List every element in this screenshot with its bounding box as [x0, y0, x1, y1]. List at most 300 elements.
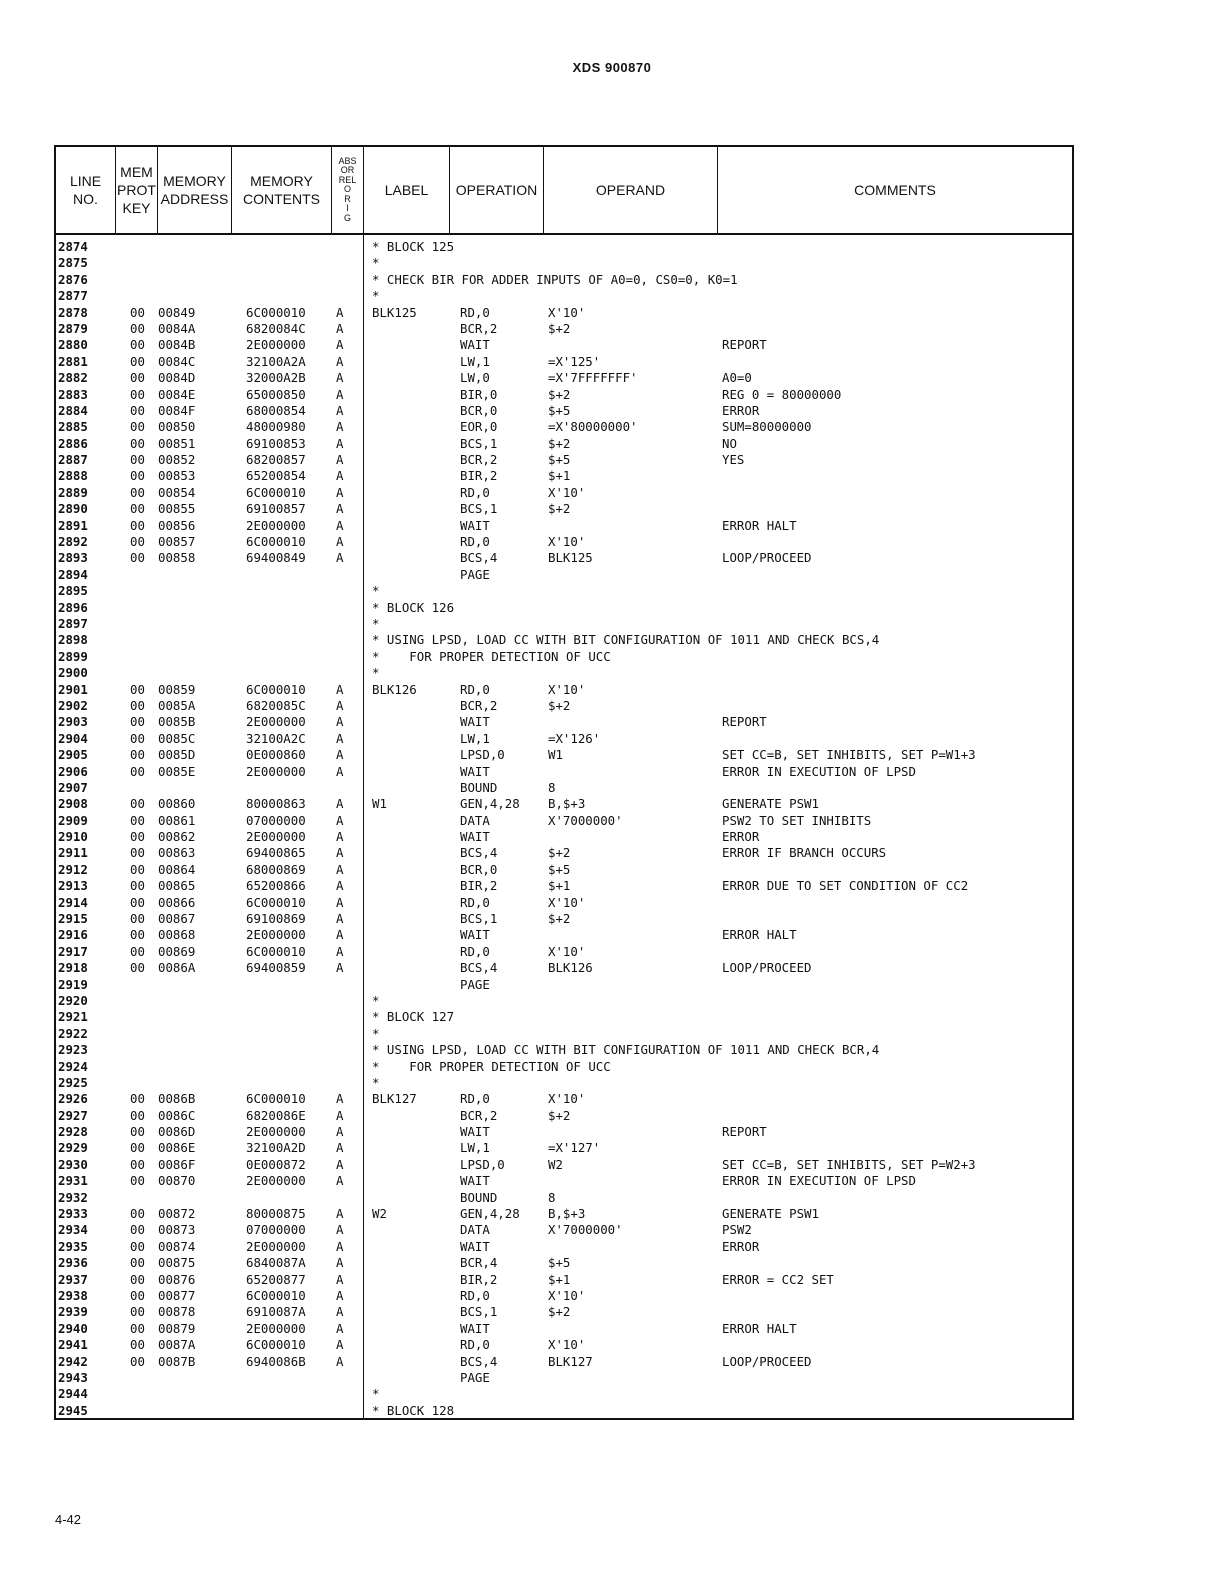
table-row [56, 1370, 1072, 1386]
operation: BIR,2 [460, 468, 498, 484]
operand: X'10' [548, 1288, 586, 1303]
abs-rel-flag: A [336, 337, 344, 353]
abs-rel-flag: A [336, 1353, 344, 1369]
mem-prot-key: 00 [130, 1156, 145, 1172]
mem-prot-key: 00 [130, 812, 145, 828]
operand: 8 [548, 779, 556, 795]
abs-rel-flag: A [336, 812, 344, 828]
comment: YES [722, 452, 745, 468]
listing-rows [56, 239, 1072, 1419]
header-memory-contents: MEMORY CONTENTS [232, 147, 332, 233]
operation: RD,0 [460, 943, 490, 959]
operation: BOUND [460, 1189, 498, 1205]
memory-address: 0085D [158, 747, 196, 763]
memory-address: 00859 [158, 681, 196, 697]
operation: BIR,2 [460, 878, 498, 894]
table-row [56, 337, 1072, 353]
operation: BCR,0 [460, 861, 498, 877]
operand: B,$+3 [548, 796, 586, 812]
table-row [56, 1288, 1072, 1304]
comment: ERROR IN EXECUTION OF LPSD [722, 1173, 916, 1189]
memory-contents: 2E000000 [246, 1124, 306, 1140]
abs-rel-flag: A [336, 550, 344, 566]
mem-prot-key: 00 [130, 1271, 145, 1287]
mem-prot-key: 00 [130, 845, 145, 861]
operation: BCR,0 [460, 402, 498, 418]
abs-rel-flag: A [336, 1337, 344, 1353]
memory-contents: 69400865 [246, 845, 306, 861]
comment: SET CC=B, SET INHIBITS, SET P=W2+3 [722, 1156, 976, 1172]
comment: PSW2 TO SET INHIBITS [722, 812, 872, 828]
table-row [56, 1321, 1072, 1337]
abs-rel-flag: A [336, 1124, 344, 1140]
memory-address: 0084F [158, 402, 196, 418]
source-comment: * BLOCK 127 [372, 1009, 455, 1025]
label: W1 [372, 796, 387, 812]
mem-prot-key: 00 [130, 1206, 145, 1222]
operand: BLK127 [548, 1353, 593, 1369]
memory-contents: 6820085C [246, 697, 306, 713]
memory-contents: 6C000010 [246, 304, 306, 320]
mem-prot-key: 00 [130, 1222, 145, 1238]
abs-rel-flag: A [336, 484, 344, 500]
line-number: 2944 [58, 1386, 88, 1402]
memory-address: 0086F [158, 1156, 196, 1172]
source-comment: * BLOCK 125 [372, 239, 455, 254]
abs-rel-flag: A [336, 1107, 344, 1123]
abs-rel-flag: A [336, 386, 344, 402]
page-number: 4-42 [55, 1512, 82, 1527]
line-number: 2887 [58, 452, 88, 468]
operation: BCS,1 [460, 1304, 498, 1320]
memory-contents: 80000863 [246, 796, 306, 812]
mem-prot-key: 00 [130, 861, 145, 877]
operand: BLK126 [548, 960, 593, 976]
table-row [56, 829, 1072, 845]
comment-row [56, 600, 1072, 616]
operation: LPSD,0 [460, 1156, 505, 1172]
abs-rel-flag: A [336, 1304, 344, 1320]
operand: $+2 [548, 1304, 571, 1320]
comment-row [56, 649, 1072, 665]
header-abs-rel-orig: ABS OR REL O R I G [332, 147, 364, 233]
line-number: 2886 [58, 435, 88, 451]
operand: =X'7FFFFFFF' [548, 370, 638, 386]
abs-rel-flag: A [336, 927, 344, 943]
label: BLK127 [372, 1091, 417, 1107]
mem-prot-key: 00 [130, 402, 145, 418]
operand: $+2 [548, 1107, 571, 1123]
abs-rel-flag: A [336, 1173, 344, 1189]
source-comment: * [372, 255, 380, 271]
memory-contents: 6C000010 [246, 484, 306, 500]
operation: BCS,1 [460, 501, 498, 517]
header-label: LABEL [364, 147, 450, 233]
memory-address: 0085A [158, 697, 196, 713]
source-comment: * [372, 583, 380, 599]
memory-address: 00874 [158, 1238, 196, 1254]
line-number: 2933 [58, 1206, 88, 1222]
memory-address: 0086C [158, 1107, 196, 1123]
memory-address: 0084D [158, 370, 196, 386]
memory-address: 0084C [158, 353, 196, 369]
table-row [56, 1173, 1072, 1189]
abs-rel-flag: A [336, 534, 344, 550]
abs-rel-flag: A [336, 878, 344, 894]
abs-rel-flag: A [336, 435, 344, 451]
comment-row [56, 665, 1072, 681]
comment: ERROR = CC2 SET [722, 1271, 834, 1287]
table-row [56, 977, 1072, 993]
mem-prot-key: 00 [130, 1304, 145, 1320]
comment-row [56, 1026, 1072, 1042]
memory-address: 00854 [158, 484, 196, 500]
memory-contents: 2E000000 [246, 927, 306, 943]
operation: LW,1 [460, 730, 490, 746]
memory-address: 0084B [158, 337, 196, 353]
memory-contents: 80000875 [246, 1206, 306, 1222]
operand: $+5 [548, 402, 571, 418]
operation: RD,0 [460, 1091, 490, 1107]
document-id: XDS 900870 [572, 60, 652, 75]
memory-contents: 6C000010 [246, 1337, 306, 1353]
table-row [56, 452, 1072, 468]
mem-prot-key: 00 [130, 320, 145, 336]
abs-rel-flag: A [336, 320, 344, 336]
memory-contents: 6C000010 [246, 1091, 306, 1107]
memory-address: 00878 [158, 1304, 196, 1320]
line-number: 2938 [58, 1288, 88, 1303]
operand: $+1 [548, 1271, 571, 1287]
comment-row [56, 255, 1072, 271]
table-row [56, 501, 1072, 517]
operation: WAIT [460, 714, 490, 730]
abs-rel-flag: A [336, 370, 344, 386]
line-number: 2894 [58, 566, 88, 582]
line-number: 2879 [58, 320, 88, 336]
memory-contents: 6C000010 [246, 534, 306, 550]
memory-address: 0087A [158, 1337, 196, 1353]
mem-prot-key: 00 [130, 386, 145, 402]
table-row [56, 387, 1072, 403]
line-number: 2939 [58, 1304, 88, 1320]
source-comment: * [372, 615, 380, 631]
line-number: 2924 [58, 1058, 88, 1074]
line-number: 2940 [58, 1320, 88, 1336]
table-row [56, 1239, 1072, 1255]
memory-address: 0087B [158, 1353, 196, 1369]
memory-contents: 69100869 [246, 911, 306, 927]
table-row [56, 1124, 1072, 1140]
line-number: 2928 [58, 1124, 88, 1140]
comment: REG 0 = 80000000 [722, 386, 842, 402]
operation: BCR,2 [460, 1107, 498, 1123]
line-number: 2884 [58, 402, 88, 418]
memory-address: 00850 [158, 419, 196, 435]
mem-prot-key: 00 [130, 829, 145, 845]
memory-contents: 2E000000 [246, 1320, 306, 1336]
operation: BCR,2 [460, 697, 498, 713]
abs-rel-flag: A [336, 697, 344, 713]
comment: SET CC=B, SET INHIBITS, SET P=W1+3 [722, 747, 976, 763]
memory-contents: 6940086B [246, 1353, 306, 1369]
memory-contents: 65000850 [246, 386, 306, 402]
memory-contents: 6820084C [246, 320, 306, 336]
operation: BCR,4 [460, 1255, 498, 1271]
line-number: 2927 [58, 1107, 88, 1123]
operand: $+2 [548, 386, 571, 402]
operation: GEN,4,28 [460, 1206, 520, 1222]
abs-rel-flag: A [336, 304, 344, 320]
memory-address: 00873 [158, 1222, 196, 1238]
table-row [56, 567, 1072, 583]
table-row [56, 895, 1072, 911]
line-number: 2921 [58, 1009, 88, 1025]
memory-contents: 2E000000 [246, 763, 306, 779]
comment: ERROR DUE TO SET CONDITION OF CC2 [722, 878, 969, 894]
memory-contents: 0E000860 [246, 747, 306, 763]
memory-address: 00849 [158, 304, 196, 320]
memory-address: 0086B [158, 1091, 196, 1107]
operation: PAGE [460, 566, 490, 582]
abs-rel-flag: A [336, 1156, 344, 1172]
operation: RD,0 [460, 484, 490, 500]
operand: $+2 [548, 911, 571, 927]
mem-prot-key: 00 [130, 1353, 145, 1369]
abs-rel-flag: A [336, 501, 344, 517]
operand: $+5 [548, 1255, 571, 1271]
line-number: 2911 [58, 845, 88, 861]
memory-address: 00853 [158, 468, 196, 484]
line-number: 2925 [58, 1074, 88, 1090]
comment-row [56, 616, 1072, 632]
header-operand: OPERAND [544, 147, 718, 233]
abs-rel-flag: A [336, 468, 344, 484]
source-comment: * FOR PROPER DETECTION OF UCC [372, 648, 611, 664]
line-number: 2930 [58, 1156, 88, 1172]
mem-prot-key: 00 [130, 747, 145, 763]
mem-prot-key: 00 [130, 353, 145, 369]
table-row [56, 403, 1072, 419]
line-number: 2913 [58, 878, 88, 894]
memory-address: 0085B [158, 714, 196, 730]
memory-address: 00870 [158, 1173, 196, 1189]
comment-row [56, 272, 1072, 288]
memory-contents: 68200857 [246, 452, 306, 468]
abs-rel-flag: A [336, 1222, 344, 1238]
line-number: 2916 [58, 927, 88, 943]
memory-address: 00861 [158, 812, 196, 828]
source-comment: * [372, 288, 380, 304]
source-comment: * [372, 992, 380, 1008]
operand: =X'127' [548, 1140, 601, 1156]
line-number: 2935 [58, 1238, 88, 1254]
line-number: 2945 [58, 1402, 88, 1418]
abs-rel-flag: A [336, 1091, 344, 1107]
source-comment: * CHECK BIR FOR ADDER INPUTS OF A0=0, CS0=0, K0=1 [372, 271, 738, 287]
comment-row [56, 1403, 1072, 1419]
table-row [56, 1140, 1072, 1156]
mem-prot-key: 00 [130, 370, 145, 386]
comment: ERROR HALT [722, 517, 797, 533]
table-row [56, 796, 1072, 812]
memory-contents: 07000000 [246, 812, 306, 828]
memory-address: 00868 [158, 927, 196, 943]
operation: RD,0 [460, 534, 490, 550]
comment: PSW2 [722, 1222, 752, 1238]
table-row [56, 714, 1072, 730]
mem-prot-key: 00 [130, 1124, 145, 1140]
operation: RD,0 [460, 304, 490, 320]
table-row [56, 534, 1072, 550]
line-number: 2888 [58, 468, 88, 484]
operand: X'10' [548, 304, 586, 320]
line-number: 2923 [58, 1042, 88, 1058]
comment: NO [722, 435, 737, 451]
comment: ERROR IN EXECUTION OF LPSD [722, 763, 916, 779]
line-number: 2941 [58, 1337, 88, 1353]
operation: BCS,4 [460, 550, 498, 566]
table-row [56, 731, 1072, 747]
memory-address: 00865 [158, 878, 196, 894]
operation: DATA [460, 1222, 490, 1238]
memory-address: 00877 [158, 1288, 196, 1303]
table-row [56, 780, 1072, 796]
operation: LW,1 [460, 353, 490, 369]
comment: ERROR [722, 829, 760, 845]
table-row [56, 845, 1072, 861]
comment: GENERATE PSW1 [722, 1206, 819, 1222]
line-number: 2917 [58, 943, 88, 959]
line-number: 2908 [58, 796, 88, 812]
line-number: 2895 [58, 583, 88, 599]
operation: BCS,1 [460, 911, 498, 927]
comment-row [56, 1059, 1072, 1075]
table-row [56, 1255, 1072, 1271]
memory-contents: 2E000000 [246, 517, 306, 533]
memory-contents: 65200877 [246, 1271, 306, 1287]
memory-contents: 0E000872 [246, 1156, 306, 1172]
memory-contents: 6C000010 [246, 1288, 306, 1303]
memory-contents: 2E000000 [246, 1173, 306, 1189]
comment: ERROR HALT [722, 927, 797, 943]
comment-row [56, 288, 1072, 304]
table-row [56, 1222, 1072, 1238]
source-comment: * FOR PROPER DETECTION OF UCC [372, 1058, 611, 1074]
abs-rel-flag: A [336, 452, 344, 468]
operand: X'7000000' [548, 1222, 623, 1238]
comment: REPORT [722, 714, 767, 730]
operand: X'10' [548, 894, 586, 910]
abs-rel-flag: A [336, 1255, 344, 1271]
memory-address: 0084A [158, 320, 196, 336]
operand: X'10' [548, 681, 586, 697]
table-row [56, 927, 1072, 943]
header-memory-address: MEMORY ADDRESS [158, 147, 232, 233]
table-row [56, 698, 1072, 714]
abs-rel-flag: A [336, 1288, 344, 1303]
operation: RD,0 [460, 894, 490, 910]
operation: WAIT [460, 763, 490, 779]
memory-address: 00856 [158, 517, 196, 533]
line-number: 2900 [58, 665, 88, 681]
mem-prot-key: 00 [130, 501, 145, 517]
mem-prot-key: 00 [130, 337, 145, 353]
operand: $+1 [548, 878, 571, 894]
operand: $+5 [548, 452, 571, 468]
source-comment: * [372, 1025, 380, 1041]
operand: BLK125 [548, 550, 593, 566]
memory-address: 0086D [158, 1124, 196, 1140]
operand: $+2 [548, 320, 571, 336]
operand: $+2 [548, 501, 571, 517]
line-number: 2901 [58, 681, 88, 697]
abs-rel-flag: A [336, 353, 344, 369]
source-comment: * [372, 665, 380, 681]
line-number: 2897 [58, 615, 88, 631]
table-row [56, 960, 1072, 976]
mem-prot-key: 00 [130, 681, 145, 697]
memory-contents: 68000869 [246, 861, 306, 877]
memory-contents: 6910087A [246, 1304, 306, 1320]
listing-table [54, 145, 1074, 1420]
abs-rel-flag: A [336, 517, 344, 533]
mem-prot-key: 00 [130, 419, 145, 435]
table-row [56, 305, 1072, 321]
comment: SUM=80000000 [722, 419, 812, 435]
abs-rel-flag: A [336, 1206, 344, 1222]
comment-row [56, 1386, 1072, 1402]
memory-contents: 69400859 [246, 960, 306, 976]
operation: BCR,2 [460, 320, 498, 336]
table-row [56, 911, 1072, 927]
memory-contents: 32100A2C [246, 730, 306, 746]
memory-contents: 2E000000 [246, 714, 306, 730]
memory-contents: 32000A2B [246, 370, 306, 386]
abs-rel-flag: A [336, 714, 344, 730]
memory-address: 0086A [158, 960, 196, 976]
abs-rel-flag: A [336, 960, 344, 976]
line-number: 2909 [58, 812, 88, 828]
operand: =X'126' [548, 730, 601, 746]
line-number: 2929 [58, 1140, 88, 1156]
mem-prot-key: 00 [130, 1255, 145, 1271]
operation: RD,0 [460, 1288, 490, 1303]
line-number: 2874 [58, 239, 88, 254]
memory-contents: 32100A2D [246, 1140, 306, 1156]
memory-contents: 2E000000 [246, 337, 306, 353]
header-comments: COMMENTS [854, 182, 936, 198]
mem-prot-key: 00 [130, 730, 145, 746]
operation: WAIT [460, 1320, 490, 1336]
operation: GEN,4,28 [460, 796, 520, 812]
line-number: 2910 [58, 829, 88, 845]
mem-prot-key: 00 [130, 534, 145, 550]
line-number: 2907 [58, 779, 88, 795]
comment: REPORT [722, 1124, 767, 1140]
mem-prot-key: 00 [130, 714, 145, 730]
abs-rel-flag: A [336, 402, 344, 418]
mem-prot-key: 00 [130, 1107, 145, 1123]
operation: WAIT [460, 927, 490, 943]
table-header [56, 147, 1072, 235]
line-number: 2875 [58, 255, 88, 271]
line-number: 2882 [58, 370, 88, 386]
mem-prot-key: 00 [130, 943, 145, 959]
mem-prot-key: 00 [130, 763, 145, 779]
operand: $+2 [548, 435, 571, 451]
memory-address: 0086E [158, 1140, 196, 1156]
